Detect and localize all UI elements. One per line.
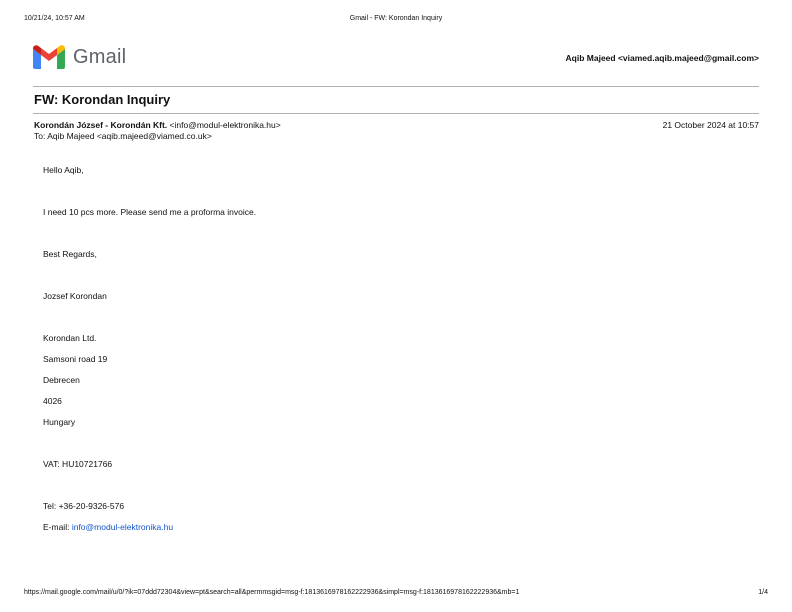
print-title: Gmail - FW: Korondan Inquiry [349, 15, 443, 22]
gmail-wordmark: Gmail [73, 45, 127, 68]
divider [33, 86, 759, 87]
sender-name: Korondán József - Korondán Kft. [34, 120, 168, 130]
signature-email [43, 522, 173, 532]
signature-city: Debrecen [43, 375, 80, 385]
signature-vat: VAT: HU10721766 [43, 459, 113, 469]
signature-email-link[interactable]: info@modul-elektronika.hu [71, 522, 174, 532]
divider [33, 113, 759, 114]
body-greeting: Hello Aqib, [43, 165, 84, 175]
signature-country: Hungary [43, 417, 76, 427]
signature-name: Jozsef Korondan [43, 291, 107, 301]
gmail-logo [33, 44, 126, 70]
signature-postcode: 4026 [43, 396, 62, 406]
print-datetime: 10/21/24, 10:57 AM [24, 15, 85, 22]
signature-email-label: E-mail: [43, 522, 70, 532]
gmail-m-logo-icon [33, 45, 65, 69]
signature-tel: Tel: +36-20-9326-576 [43, 501, 125, 511]
message-subject: FW: Korondan Inquiry [34, 92, 171, 107]
page-url: https://mail.google.com/mail/u/0/?ik=07ddd72304&view=pt&search=all&permmsgid=msg-f:1813616978162222936&simpl=msg-f:1813616978162222936&mb=1 [24, 589, 520, 596]
sender-email: <info@modul-elektronika.hu> [169, 120, 281, 130]
page-number: 1/4 [758, 589, 768, 596]
signature-company: Korondan Ltd. [43, 333, 97, 343]
print-header [24, 15, 768, 25]
signature-street: Samsoni road 19 [43, 354, 108, 364]
sender [34, 120, 281, 130]
body-closing: Best Regards, [43, 249, 97, 259]
message-date: 21 October 2024 at 10:57 [662, 120, 759, 130]
account-email: Aqib Majeed <viamed.aqib.majeed@gmail.com> [565, 53, 759, 63]
body-request: I need 10 pcs more. Please send me a proforma invoice. [43, 207, 257, 217]
recipient: To: Aqib Majeed <aqib.majeed@viamed.co.uk> [34, 131, 212, 141]
